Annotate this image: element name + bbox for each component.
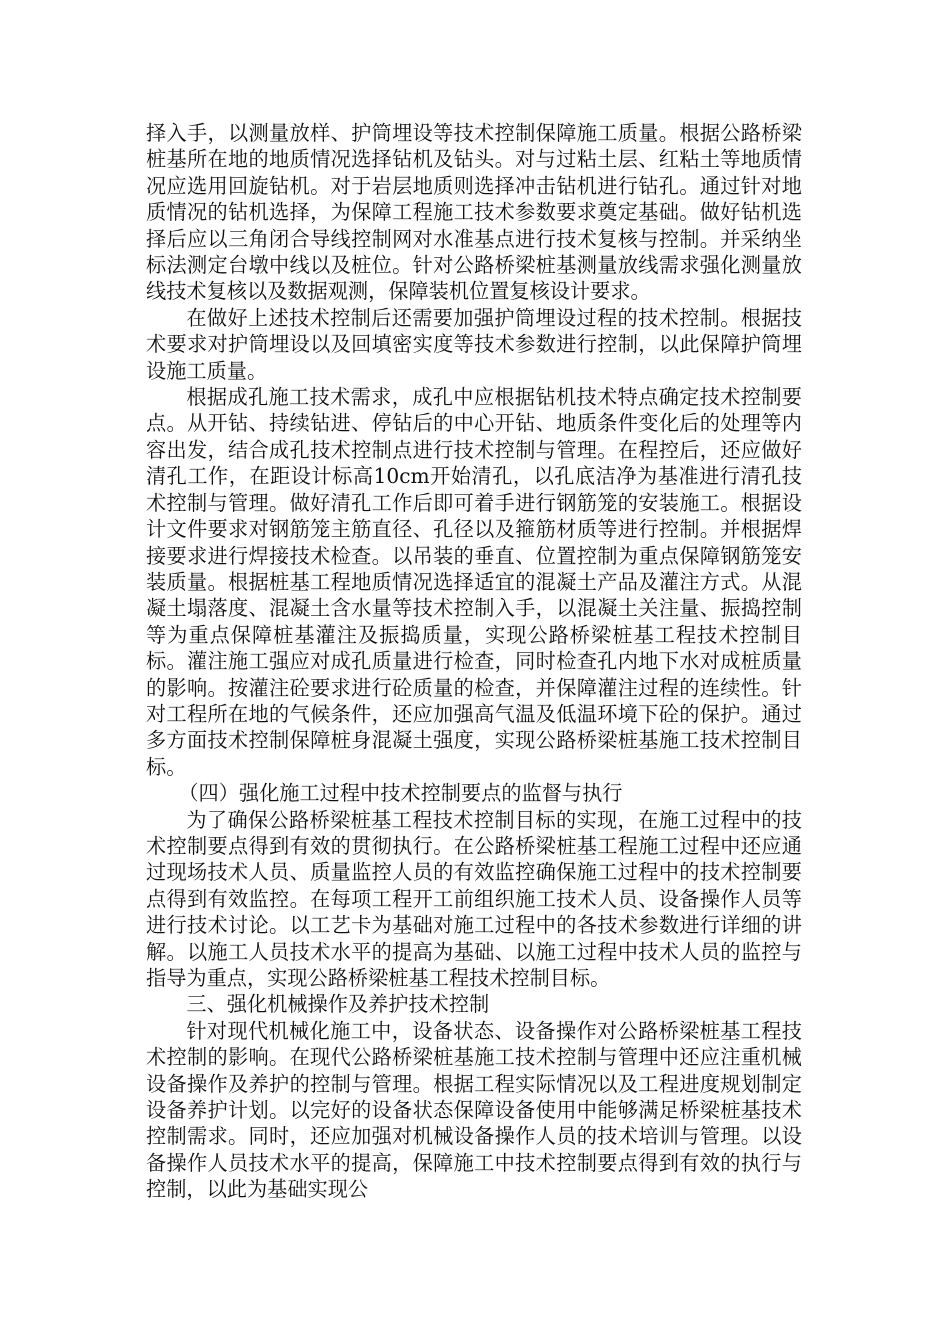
paragraph-drilling-selection: 择入手，以测量放样、护筒埋设等技术控制保障施工质量。根据公路桥梁桩基所在地的地质情况选择钻机及钻头。对与过粘土层、红粘土等地质情况应选用回旋钻机。对于岩层地质则选择冲击钻机进行钻孔。通过针对地质情况的钻机选择，为保障工程施工技术参数要求奠定基础。做好钻机选择后应以三角闭合导线控制网对水准基点进行技术复核与控制。并采纳坐标法测定台墩中线以及桩位。针对公路桥梁桩基测量放线需求强化测量放线技术复核以及数据观测，保障装机位置复核设计要求。 [146, 121, 802, 304]
paragraph-supervision: 为了确保公路桥梁桩基工程技术控制目标的实现，在施工过程中的技术控制要点得到有效的贯彻执行。在公路桥梁桩基工程施工过程中还应通过现场技术人员、质量监控人员的有效监控确保施工过程中的技术控制要点得到有效监控。在每项工程开工前组织施工技术人员、设备操作人员等进行技术讨论。以工艺卡为基础对施工过程中的各技术参数进行详细的讲解。以施工人员技术水平的提高为基础、以施工过程中技术人员的监控与指导为重点，实现公路桥梁桩基工程技术控制目标。 [146, 807, 802, 990]
section-heading-4: （四）强化施工过程中技术控制要点的监督与执行 [178, 781, 623, 806]
paragraph-hole-forming: 根据成孔施工技术需求，成孔中应根据钻机技术特点确定技术控制要点。从开钻、持续钻进、停钻后的中心开钻、地质条件变化后的处理等内容出发，结合成孔技术控制点进行技术控制与管理。在程控后，还应做好清孔工作，在距设计标高10cm开始清孔，以孔底洁净为基准进行清孔技术控制与管理。做好清孔工作后即可着手进行钢筋笼的安装施工。根据设计文件要求对钢筋笼主筋直径、孔径以及箍筋材质等进行控制。并根据焊接要求进行焊接技术检查。以吊装的垂直、位置控制为重点保障钢筋笼安装质量。根据桩基工程地质情况选择适宜的混凝土产品及灌注方式。从混凝土塌落度、混凝土含水量等技术控制入手，以混凝土关注量、振捣控制等为重点保障桩基灌注及振捣质量，实现公路桥梁桩基工程技术控制目标。灌注施工强应对成孔质量进行检查，同时检查孔内地下水对成桩质量的影响。按灌注砼要求进行砼质量的检查，并保障灌注过程的连续性。针对工程所在地的气候条件，还应加强高气温及低温环境下砼的保护。通过多方面技术控制保障桩身混凝土强度，实现公路桥梁桩基施工技术控制目标。 [146, 385, 802, 779]
paragraph-machinery: 针对现代机械化施工中，设备状态、设备操作对公路桥梁桩基工程技术控制的影响。在现代公路桥梁桩基施工技术控制与管理中还应注重机械设备操作及养护的控制与管理。根据工程实际情况以及工程进度规划制定设备养护计划。以完好的设备状态保障设备使用中能够满足桥梁桩基技术控制需求。同时，还应加强对机械设备操作人员的技术培训与管理。以设备操作人员技术水平的提高，保障施工中技术控制要点得到有效的执行与控制，以此为基础实现公 [146, 1018, 802, 1202]
paragraph-casing-control: 在做好上述技术控制后还需要加强护筒埋设过程的技术控制。根据技术要求对护筒埋设以及回填密实度等技术参数进行控制，以此保障护筒埋设施工质量。 [146, 305, 802, 383]
section-heading-3: 三、强化机械操作及养护技术控制 [186, 992, 490, 1017]
document-body [146, 120, 802, 1203]
